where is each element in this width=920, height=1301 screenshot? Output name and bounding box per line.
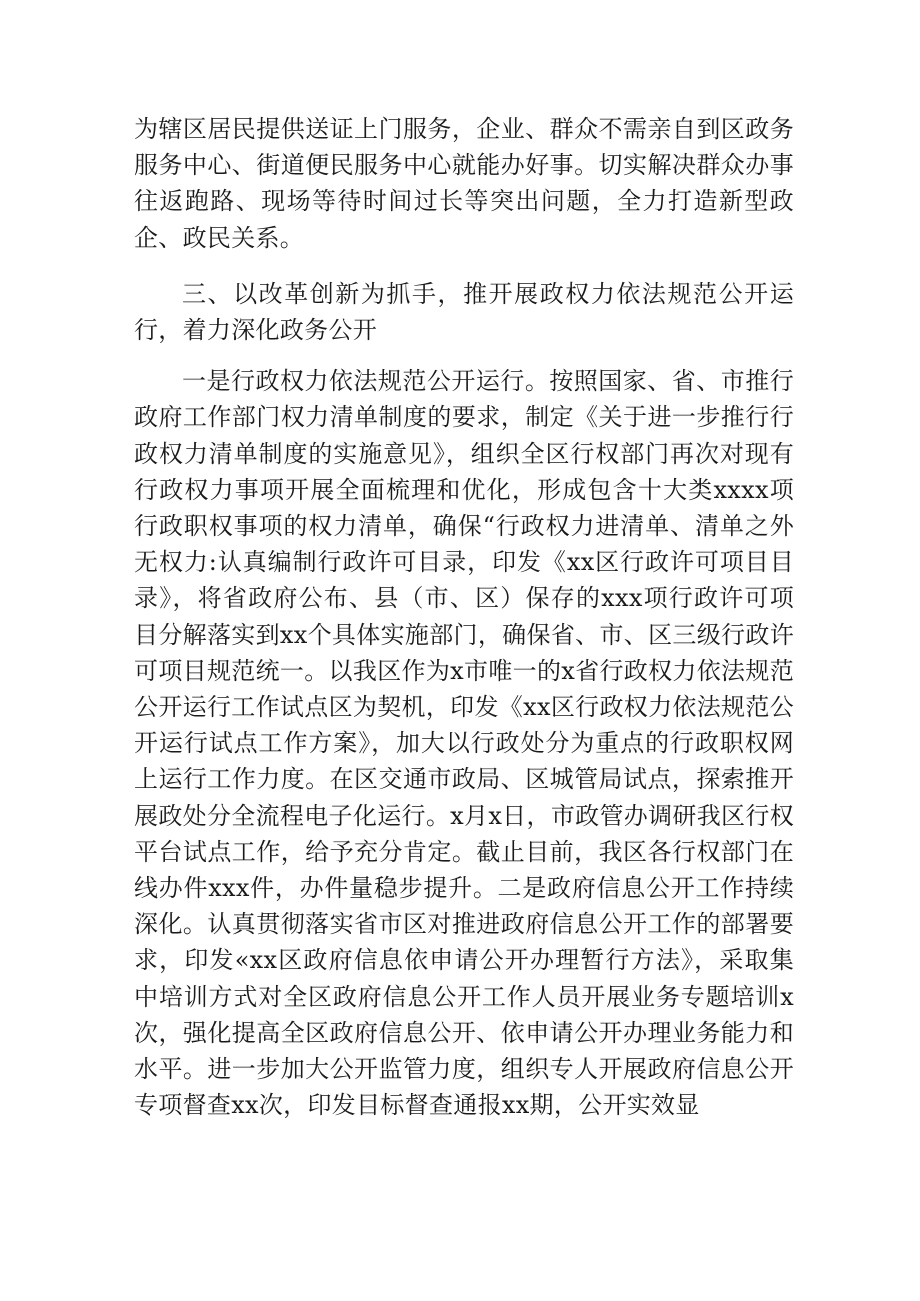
paragraph-body: 一是行政权力依法规范公开运行。按照国家、省、市推行政府工作部门权力清单制度的要求，制定《关于进一步推行行政权力清单制度的实施意见》，组织全区行权部门再次对现有行政权力事项开展全面梳理和优化，形成包含十大类xxxx项行政职权事项的权力清单，确保“行政权力进清单、清单之外无权力:认真编制行政许可目录，印发《xx区行政许可项目目录》，将省政府公布、县（市、区）保存的xxx项行政许可项目分解落实到xx个具体实施部门，确保省、市、区三级行政许可项目规范统一。以我区作为x市唯一的x省行政权力依法规范公开运行工作试点区为契机，印发《xx区行政权力依法规范公开运行试点工作方案》，加大以行政处分为重点的行政职权网上运行工作力度。在区交通市政局、区城管局试点，探索推开展政处分全流程电子化运行。x月x日，市政管办调研我区行权平台试点工作，给予充分肯定。截止目前，我区各行权部门在线办件xxx件，办件量稳步提升。二是政府信息公开工作持续深化。认真贯彻落实省市区对推进政府信息公开工作的部署要求，印发«xx区政府信息依申请公开办理暂行方法》，采取集中培训方式对全区政府信息公开工作人员开展业务专题培训x次，强化提高全区政府信息公开、依申请公开办理业务能力和水平。进一步加大公开监管力度，组织专人开展政府信息公开专项督查xx次，印发目标督查通报xx期，公开实效显 <box>134 367 794 1120</box>
paragraph-continuation: 为辖区居民提供送证上门服务，企业、群众不需亲自到区政务服务中心、街道便民服务中心就能办好事。切实解决群众办事往返跑路、现场等待时间过长等突出问题，全力打造新型政企、政民关系。 <box>134 115 794 252</box>
document-body <box>134 111 794 1123</box>
section-heading: 三、以改革创新为抓手，推开展政权力依法规范公开运行，着力深化政务公开 <box>134 279 794 345</box>
